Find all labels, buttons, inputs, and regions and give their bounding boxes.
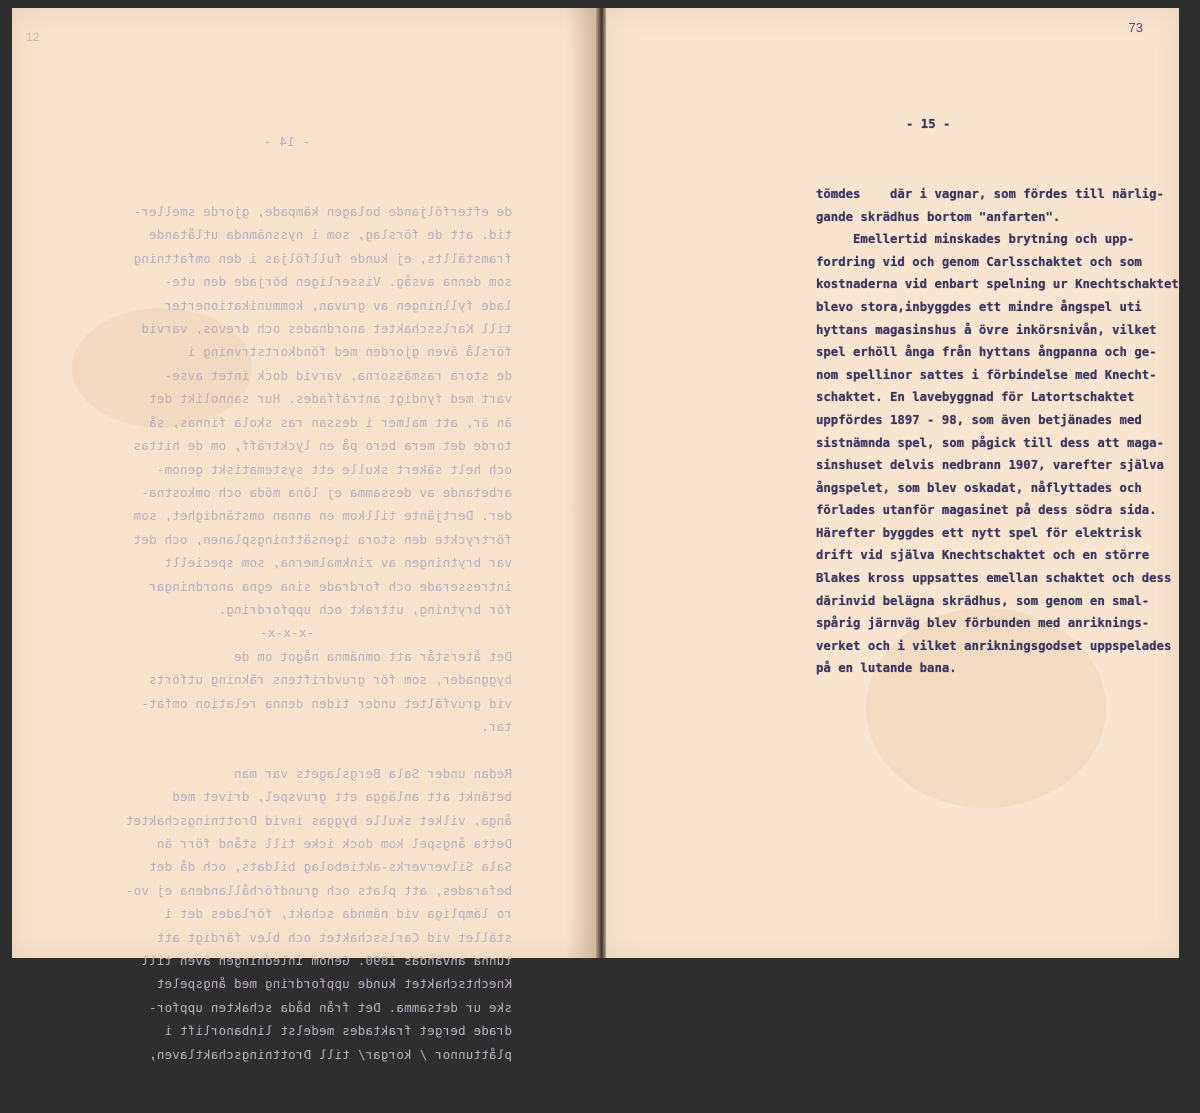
left-page-shadow [566, 8, 596, 958]
left-page-number: - 14 - [263, 133, 311, 149]
typed-line: kostnaderna vid enbart spelning ur Knechtschaktet [816, 277, 1179, 292]
right-corner-number: 73 [1128, 20, 1143, 35]
bleed-line: ro lämpliga vid nämnda schakt, förlades det i [164, 906, 512, 922]
bleed-line: byggnader, som för gruvdriftens räkning utförts [148, 672, 512, 688]
bleed-lines [62, 200, 512, 1066]
book-gutter [596, 8, 606, 958]
right-page [606, 8, 1179, 958]
bleed-line: förtryckte den stora igensättningsplanen, och det [133, 531, 512, 547]
bleed-line: till Karlsschaktet anordnades och drevos, varvid [141, 321, 512, 337]
typed-line: spel erhöll ånga från hyttans ångpanna och ge- [816, 345, 1157, 360]
typed-line: schaktet. En lavebyggnad för Latortschaktet [816, 390, 1135, 405]
bleed-line: vid gruvfältet under tiden denna relation omfat- [141, 695, 512, 711]
typed-line: förlades utanför magasinet på dess södra sida. [816, 503, 1157, 518]
bleed-line: drade berget fraktades medelst linbanorlift i [164, 1023, 512, 1039]
typed-line: drift vid själva Knechtschaktet och en större [816, 548, 1150, 563]
bleed-line: tunna användas 1890. Genom inledningen även till [141, 953, 512, 969]
bleed-line: -x-x-x- [259, 625, 315, 641]
bleed-line: betänkt att anlägga ett gruvspel, drivet med [172, 789, 512, 805]
right-page-number: - 15 - [906, 117, 951, 132]
bleed-line: torde det mera bero på en lyckträff, om de hittas [133, 438, 512, 454]
bleed-line: framställts, ej kunde fullföljas i den omfattning [133, 250, 512, 266]
typed-line: spårig järnväg blev förbunden med anriknings- [816, 616, 1150, 631]
typed-text-block [816, 68, 1179, 725]
typed-line: sinshuset delvis nedbrann 1907, varefter själva [816, 458, 1164, 473]
bleed-line: vart med fyndigt anträffades. Hur sannolikt det [148, 391, 512, 407]
bleed-line: ånga, vilket skulle byggas invid Drottningschaktet [125, 812, 512, 828]
typed-line: hyttans magasinshus å övre inkörsnivån, vilket [816, 322, 1157, 337]
left-page [12, 8, 596, 1062]
typed-line: gande skrädhus bortom "anfarten". [816, 209, 1061, 224]
left-page-bleed-text [62, 83, 512, 1113]
typed-line: därinvid belägna skrädhus, som genom en smal- [816, 593, 1150, 608]
bleed-line: ske ur detsamma. Det från båda schakten uppfor- [148, 999, 512, 1015]
bleed-line: tar. [481, 718, 512, 734]
typed-line: Blakes kross uppsattes emellan schaktet och dess [816, 571, 1172, 586]
typed-line: på en lutande bana. [816, 661, 957, 676]
typed-line: uppfördes 1897 - 98, som även betjänades med [816, 412, 1142, 427]
typed-line: verket och i vilket anrikningsgodset uppspelades [816, 638, 1172, 653]
bleed-line: som denna avsåg. Visserligen började den ute- [164, 274, 512, 290]
bleed-line: var brytningen av zinkmalmerna, som speciellt [164, 555, 512, 571]
typed-line: Emellertid minskades brytning och upp- [816, 232, 1135, 247]
bleed-line: Knechtschaktet kunde uppfordring med ångspelet [156, 976, 512, 992]
typed-line: Härefter byggdes ett nytt spel för elektrisk [816, 525, 1142, 540]
bleed-line: stället vid Carlsschaktet och blev färdigt att [156, 929, 512, 945]
bleed-line: tid. att de förslag, som i nyssnämnda utlåtande [148, 227, 512, 243]
typed-line: fordring vid och genom Carlsschaktet och som [816, 254, 1142, 269]
bleed-line: Redan under Sala Bergslagets var man [233, 765, 512, 781]
typed-line: nom spellinor sattes i förbindelse med Knecht- [816, 367, 1157, 382]
typed-line: blevo stora,inbyggdes ett mindre ångspel uti [816, 299, 1142, 314]
bleed-line: Det återstår att omnämna något om de [233, 648, 512, 664]
left-corner-number: 12 [26, 30, 40, 44]
bleed-line: Sala Silververks-aktiebolag bildats, och då det [148, 859, 512, 875]
bleed-line: än är, att malmer i dessan ras skola finnas, så [148, 414, 512, 430]
bleed-line: och helt säkert skulle ett systematiskt genom- [156, 461, 512, 477]
bleed-line [62, 738, 512, 761]
bleed-line: lade fyllningen av gruvan, kommunikationerter [164, 297, 512, 313]
bleed-line: befarades, att plats och grundförhållandena ej vo- [125, 882, 512, 898]
bleed-line: arbetande av dessamma ej löna möda och omkostna- [141, 484, 512, 500]
bleed-line: för brytning, uttrakt och uppfordring. [218, 601, 512, 617]
bleed-line: de efterföljande bolagen kämpade, gjorde smeller- [133, 204, 512, 220]
bleed-line: der. Dertjänte tillkom en annan omständighet, som [133, 508, 512, 524]
typed-line: tömdes där i vagnar, som fördes till närlig- [816, 186, 1164, 201]
typed-line: ångspelet, som blev oskadat, nåflyttades och [816, 480, 1142, 495]
typed-line: sistnämnda spel, som pågick till dess att maga- [816, 435, 1164, 450]
typed-lines [816, 183, 1179, 680]
bleed-line: förslå även gjorden med föndkortstrvning i [187, 344, 512, 360]
bleed-line: intresserade och fordrade sina egna anordningar [148, 578, 512, 594]
bleed-line: plåttunnor / korgar/ till Drottningschaktlaven, [148, 1046, 512, 1062]
bleed-line: Detta ångspel kom dock icke till stånd förr än [156, 836, 512, 851]
bleed-line: de stora rasmässorna, varvid dock intet avse- [164, 367, 512, 383]
